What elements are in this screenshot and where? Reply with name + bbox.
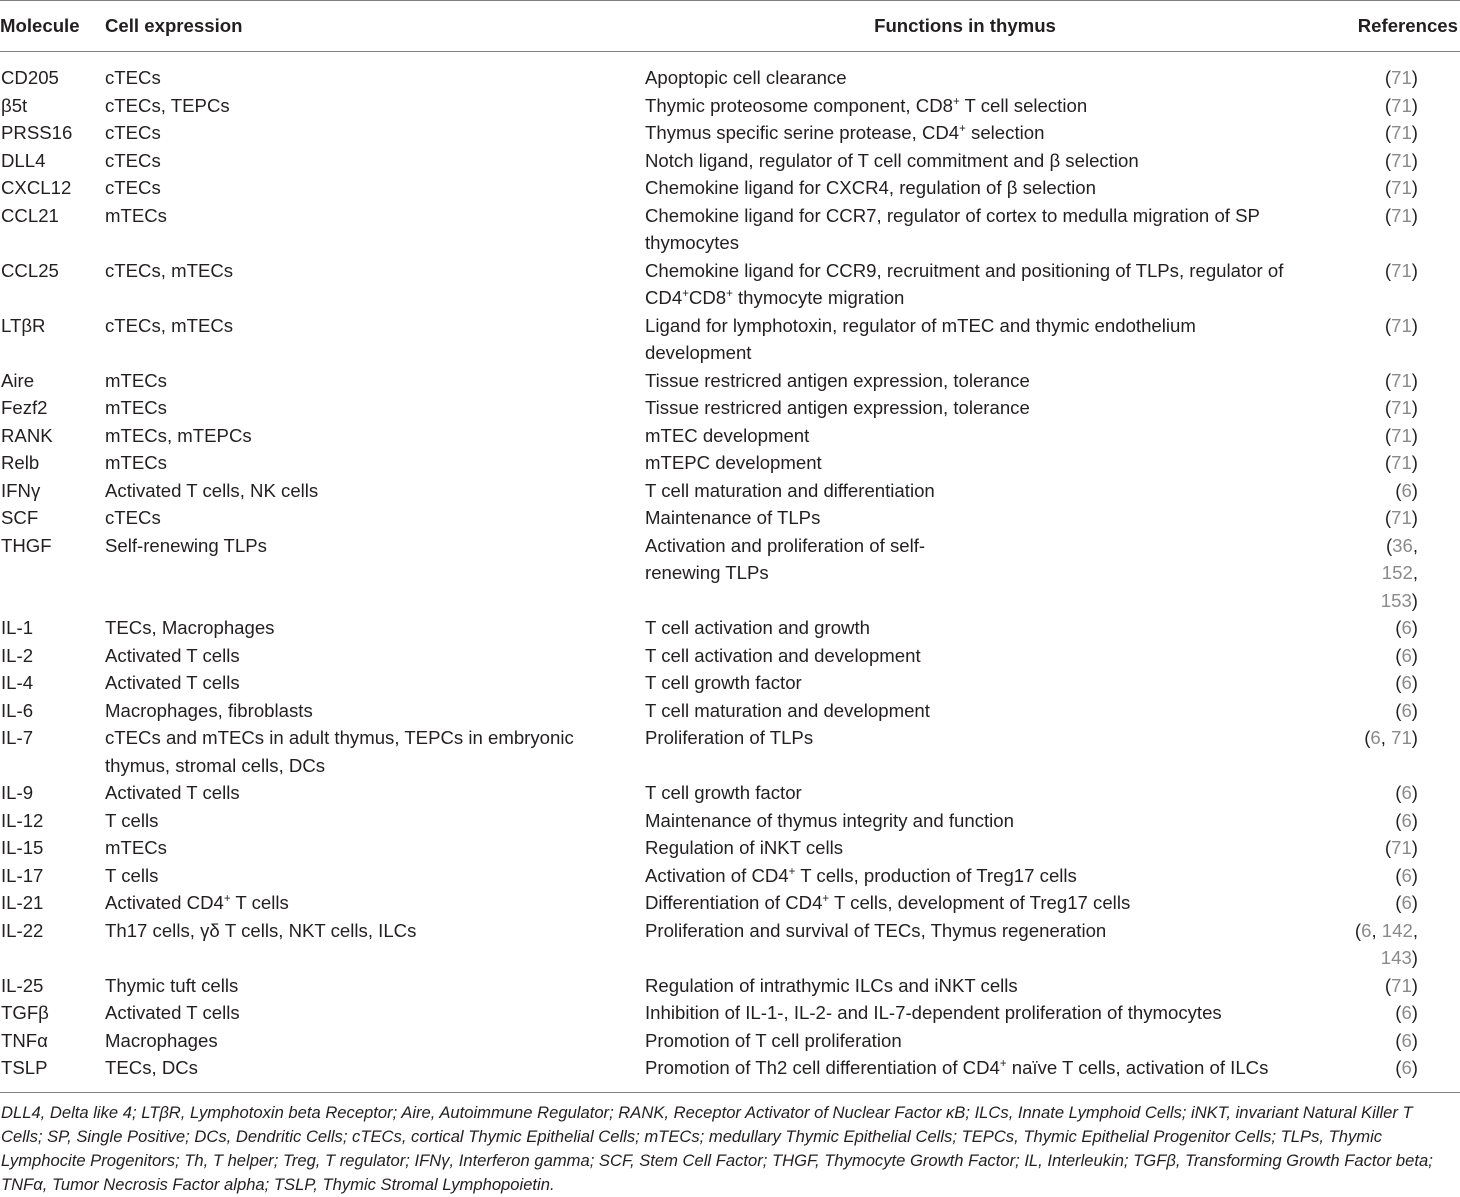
- molecule-cell: PRSS16: [1, 122, 73, 143]
- table-row: [0, 999, 1460, 1027]
- function-cell: Tissue restricred antigen expression, tolerance: [645, 397, 1030, 418]
- cell-expression-cell: Activated CD4+ T cells: [105, 892, 289, 913]
- reference-link[interactable]: 36: [1392, 534, 1413, 556]
- function-cell: Activation of CD4+ T cells, production of Treg17 cells: [645, 864, 1077, 886]
- table-row: [0, 174, 1460, 202]
- reference-link[interactable]: 71: [1391, 507, 1412, 528]
- function-cell: Promotion of Th2 cell differentiation of CD4+ naïve T cells, activation of ILCs: [645, 1057, 1269, 1078]
- cell-expression-cell: Activated T cells: [105, 672, 240, 693]
- table-row: [0, 532, 1460, 615]
- table-row: [0, 1054, 1460, 1092]
- table-row: [0, 147, 1460, 175]
- reference-link[interactable]: 71: [1391, 369, 1412, 391]
- molecule-cell: IL-17: [1, 864, 44, 886]
- table-row: [0, 119, 1460, 147]
- table-row: [0, 779, 1460, 807]
- function-cell: Maintenance of thymus integrity and function: [645, 809, 1014, 831]
- reference-link[interactable]: 153: [1380, 589, 1412, 611]
- header-functions: Functions in thymus: [874, 15, 1056, 36]
- reference-cell: (71): [1384, 397, 1418, 418]
- footnote-row: [0, 1092, 1460, 1197]
- table-row: [0, 697, 1460, 725]
- table-row: [0, 257, 1460, 312]
- function-cell: Regulation of iNKT cells: [645, 837, 844, 858]
- reference-cell: (6): [1395, 1057, 1418, 1078]
- reference-cell: (71): [1384, 94, 1418, 116]
- reference-cell: (6): [1395, 892, 1418, 913]
- reference-cell: (71): [1384, 452, 1418, 473]
- reference-link[interactable]: 6: [1401, 892, 1412, 913]
- reference-cell: (6): [1395, 1002, 1418, 1023]
- reference-link[interactable]: 6: [1401, 864, 1412, 886]
- molecule-cell: Fezf2: [1, 397, 48, 418]
- reference-link[interactable]: 71: [1391, 314, 1412, 336]
- molecule-cell: Relb: [1, 452, 40, 473]
- cell-expression-cell: Macrophages: [105, 1029, 218, 1051]
- function-cell: Tissue restricred antigen expression, tolerance: [645, 369, 1030, 391]
- function-cell: T cell growth factor: [645, 672, 802, 693]
- function-cell: Maintenance of TLPs: [645, 507, 821, 528]
- function-cell: Apoptopic cell clearance: [645, 67, 847, 88]
- molecule-cell: DLL4: [1, 149, 46, 171]
- table-row: [0, 642, 1460, 670]
- cell-expression-cell: Activated T cells: [105, 1002, 240, 1023]
- header-row: [0, 1, 1460, 52]
- cell-expression-cell: TECs, Macrophages: [105, 617, 275, 638]
- function-cell: mTEC development: [645, 424, 810, 446]
- function-cell: Chemokine ligand for CXCR4, regulation of β selection: [645, 177, 1096, 198]
- molecule-cell: THGF: [1, 534, 52, 556]
- cell-expression-cell: Activated T cells: [105, 782, 240, 803]
- molecule-cell: IL-7: [1, 727, 34, 748]
- cell-expression-cell: Activated T cells, NK cells: [105, 479, 319, 501]
- cell-expression-cell: cTECs: [105, 507, 161, 528]
- reference-cell: (71): [1384, 507, 1418, 528]
- reference-link[interactable]: 6: [1401, 1057, 1412, 1078]
- function-cell: Differentiation of CD4+ T cells, development of Treg17 cells: [645, 892, 1131, 913]
- function-cell: Proliferation and survival of TECs, Thymus regeneration: [645, 919, 1107, 941]
- reference-link[interactable]: 6: [1361, 919, 1372, 941]
- molecule-cell: IL-9: [1, 782, 34, 803]
- cell-expression-cell: mTECs: [105, 837, 167, 858]
- molecule-cell: IL-25: [1, 974, 44, 996]
- table-body: [0, 52, 1460, 1093]
- table-row: [0, 834, 1460, 862]
- reference-link[interactable]: 71: [1391, 122, 1412, 143]
- reference-cell: (71): [1384, 67, 1418, 88]
- molecule-cell: IL-21: [1, 892, 44, 913]
- reference-cell: (71): [1384, 122, 1418, 143]
- function-cell: Thymic proteosome component, CD8+ T cell selection: [645, 94, 1088, 116]
- function-cell: Chemokine ligand for CCR9, recruitment and positioning of TLPs, regulator of CD4+CD8+ thymocyte migration: [645, 259, 1284, 308]
- molecule-cell: β5t: [1, 94, 28, 116]
- reference-link[interactable]: 71: [1391, 67, 1412, 88]
- reference-link[interactable]: 142: [1381, 919, 1413, 941]
- function-cell: Inhibition of IL-1-, IL-2- and IL-7-dependent proliferation of thymocytes: [645, 1002, 1222, 1023]
- reference-link[interactable]: 71: [1391, 94, 1412, 116]
- reference-link[interactable]: 71: [1391, 424, 1412, 446]
- table-row: [0, 422, 1460, 450]
- function-cell: Notch ligand, regulator of T cell commitment and β selection: [645, 149, 1139, 171]
- function-cell: Proliferation of TLPs: [645, 727, 814, 748]
- molecule-cell: IL-6: [1, 699, 34, 721]
- molecule-cell: IFNγ: [1, 479, 41, 501]
- cell-expression-cell: cTECs, mTECs: [105, 314, 234, 336]
- reference-link[interactable]: 6: [1401, 782, 1412, 803]
- cell-expression-cell: TECs, DCs: [105, 1057, 198, 1078]
- reference-link[interactable]: 6: [1401, 1002, 1412, 1023]
- reference-link[interactable]: 71: [1391, 397, 1412, 418]
- cell-expression-cell: cTECs: [105, 122, 161, 143]
- reference-link[interactable]: 6: [1401, 479, 1412, 501]
- reference-cell: (36, 152, 153): [1380, 534, 1418, 611]
- cell-expression-cell: Thymic tuft cells: [105, 974, 239, 996]
- table-row: [0, 312, 1460, 367]
- cell-expression-cell: mTECs, mTEPCs: [105, 424, 252, 446]
- molecule-cell: SCF: [1, 507, 39, 528]
- molecule-cell: CCL25: [1, 259, 59, 281]
- molecule-cell: IL-15: [1, 837, 44, 858]
- reference-cell: (6): [1395, 864, 1418, 886]
- molecule-cell: CD205: [1, 67, 59, 88]
- reference-cell: (6): [1395, 782, 1418, 803]
- cell-expression-cell: Th17 cells, γδ T cells, NKT cells, ILCs: [105, 919, 417, 941]
- reference-link[interactable]: 6: [1370, 727, 1381, 748]
- reference-cell: (71): [1384, 837, 1418, 858]
- reference-cell: (71): [1384, 204, 1418, 226]
- cell-expression-cell: cTECs, mTECs: [105, 259, 234, 281]
- cell-expression-cell: Self-renewing TLPs: [105, 534, 267, 556]
- cell-expression-cell: cTECs: [105, 177, 161, 198]
- reference-cell: (71): [1384, 974, 1418, 996]
- cell-expression-cell: cTECs, TEPCs: [105, 94, 230, 116]
- reference-link[interactable]: 71: [1391, 259, 1412, 281]
- cell-expression-cell: mTECs: [105, 397, 167, 418]
- reference-cell: (6): [1395, 809, 1418, 831]
- reference-cell: (71): [1384, 314, 1418, 336]
- table-row: [0, 367, 1460, 395]
- reference-cell: (71): [1384, 424, 1418, 446]
- table-row: [0, 669, 1460, 697]
- cell-expression-cell: T cells: [105, 809, 159, 831]
- footnote: DLL4, Delta like 4; LTβR, Lymphotoxin beta Receptor; Aire, Autoimmune Regulator; RANK, Receptor Activator of Nuclear Factor κB; ILCs, Innate Lymphoid Cells; iNKT, invariant Natural Killer T Cells; SP, Single Positive; DCs, Dendritic Cells; cTECs, cortical Thymic Epithelial Cells; mTECs; medullary Thymic Epithelial Cells; TEPCs, Thymic Epithelial Progenitor Cells; TLPs, Thymic Lymphocite Progenitors; Th, T helper; Treg, T regulator; IFNγ, Interferon gamma; SCF, Stem Cell Factor; THGF, Thymocyte Growth Factor; IL, Interleukin; TGFβ, Transforming Growth Factor beta; TNFα, Tumor Necrosis Factor alpha; TSLP, Thymic Stromal Lymphopoietin.: [1, 1102, 1433, 1195]
- table-row: [0, 394, 1460, 422]
- reference-link[interactable]: 6: [1401, 644, 1412, 666]
- reference-cell: (71): [1384, 177, 1418, 198]
- reference-link[interactable]: 6: [1401, 809, 1412, 831]
- table-row: [0, 807, 1460, 835]
- function-cell: T cell growth factor: [645, 782, 802, 803]
- cell-expression-cell: mTECs: [105, 369, 167, 391]
- table-footer: [0, 1092, 1460, 1197]
- table-row: [0, 889, 1460, 917]
- reference-link[interactable]: 71: [1391, 974, 1412, 996]
- function-cell: Promotion of T cell proliferation: [645, 1029, 902, 1051]
- cell-expression-cell: cTECs and mTECs in adult thymus, TEPCs in embryonic thymus, stromal cells, DCs: [105, 727, 574, 776]
- reference-link[interactable]: 71: [1391, 149, 1412, 171]
- header-molecule: Molecule: [0, 15, 80, 36]
- table-row: [0, 52, 1460, 92]
- reference-link[interactable]: 71: [1391, 177, 1412, 198]
- function-cell: Ligand for lymphotoxin, regulator of mTEC and thymic endothelium development: [645, 314, 1196, 363]
- table-row: [0, 504, 1460, 532]
- reference-link[interactable]: 71: [1391, 837, 1412, 858]
- function-cell: Thymus specific serine protease, CD4+ selection: [645, 122, 1045, 143]
- reference-cell: (6): [1395, 1029, 1418, 1051]
- function-cell: mTEPC development: [645, 452, 822, 473]
- molecule-cell: Aire: [1, 369, 35, 391]
- function-cell: T cell activation and development: [645, 644, 921, 666]
- function-cell: Activation and proliferation of self- renewing TLPs: [645, 534, 926, 583]
- reference-cell: (6): [1395, 672, 1418, 693]
- reference-cell: (71): [1384, 259, 1418, 281]
- molecule-cell: CCL21: [1, 204, 59, 226]
- cell-expression-cell: mTECs: [105, 204, 167, 226]
- table-row: [0, 917, 1460, 972]
- table-row: [0, 614, 1460, 642]
- cell-expression-cell: Activated T cells: [105, 644, 240, 666]
- cell-expression-cell: T cells: [105, 864, 159, 886]
- function-cell: Chemokine ligand for CCR7, regulator of cortex to medulla migration of SP thymocytes: [645, 204, 1260, 253]
- reference-link[interactable]: 6: [1401, 617, 1412, 638]
- molecule-cell: LTβR: [1, 314, 46, 336]
- cell-expression-cell: cTECs: [105, 149, 161, 171]
- molecule-cell: RANK: [1, 424, 53, 446]
- reference-link[interactable]: 6: [1401, 672, 1412, 693]
- function-cell: Regulation of intrathymic ILCs and iNKT cells: [645, 974, 1018, 996]
- table-row: [0, 862, 1460, 890]
- molecule-cell: TSLP: [1, 1057, 48, 1078]
- table-row: [0, 202, 1460, 257]
- reference-cell: (71): [1384, 149, 1418, 171]
- table-header: [0, 1, 1460, 52]
- reference-cell: (6, 142, 143): [1354, 919, 1418, 968]
- reference-link[interactable]: 6: [1401, 699, 1412, 721]
- reference-link[interactable]: 6: [1401, 1029, 1412, 1051]
- cell-expression-cell: mTECs: [105, 452, 167, 473]
- reference-link[interactable]: 71: [1391, 204, 1412, 226]
- molecule-cell: IL-1: [1, 617, 34, 638]
- molecule-cell: IL-12: [1, 809, 44, 831]
- header-references: References: [1357, 15, 1458, 36]
- header-cell-expression: Cell expression: [105, 15, 243, 36]
- reference-link[interactable]: 71: [1391, 727, 1412, 748]
- reference-link[interactable]: 143: [1380, 947, 1412, 968]
- molecule-cell: IL-2: [1, 644, 34, 666]
- molecule-cell: IL-4: [1, 672, 34, 693]
- table-row: [0, 449, 1460, 477]
- table-row: [0, 1027, 1460, 1055]
- molecule-cell: TNFα: [1, 1029, 48, 1051]
- reference-cell: (71): [1384, 369, 1418, 391]
- function-cell: T cell maturation and development: [645, 699, 930, 721]
- table-row: [0, 92, 1460, 120]
- table-row: [0, 972, 1460, 1000]
- reference-cell: (6): [1395, 644, 1418, 666]
- molecule-cell: TGFβ: [1, 1002, 49, 1023]
- function-cell: T cell maturation and differentiation: [645, 479, 935, 501]
- reference-link[interactable]: 152: [1381, 562, 1413, 583]
- cell-expression-cell: cTECs: [105, 67, 161, 88]
- reference-cell: (6): [1395, 479, 1418, 501]
- reference-cell: (6): [1395, 617, 1418, 638]
- molecule-cell: IL-22: [1, 919, 44, 941]
- reference-cell: (6, 71): [1364, 727, 1418, 748]
- function-cell: T cell activation and growth: [645, 617, 870, 638]
- table-row: [0, 477, 1460, 505]
- table-row: [0, 724, 1460, 779]
- reference-link[interactable]: 71: [1391, 452, 1412, 473]
- reference-cell: (6): [1395, 699, 1418, 721]
- molecule-cell: CXCL12: [1, 177, 72, 198]
- cell-expression-cell: Macrophages, fibroblasts: [105, 699, 313, 721]
